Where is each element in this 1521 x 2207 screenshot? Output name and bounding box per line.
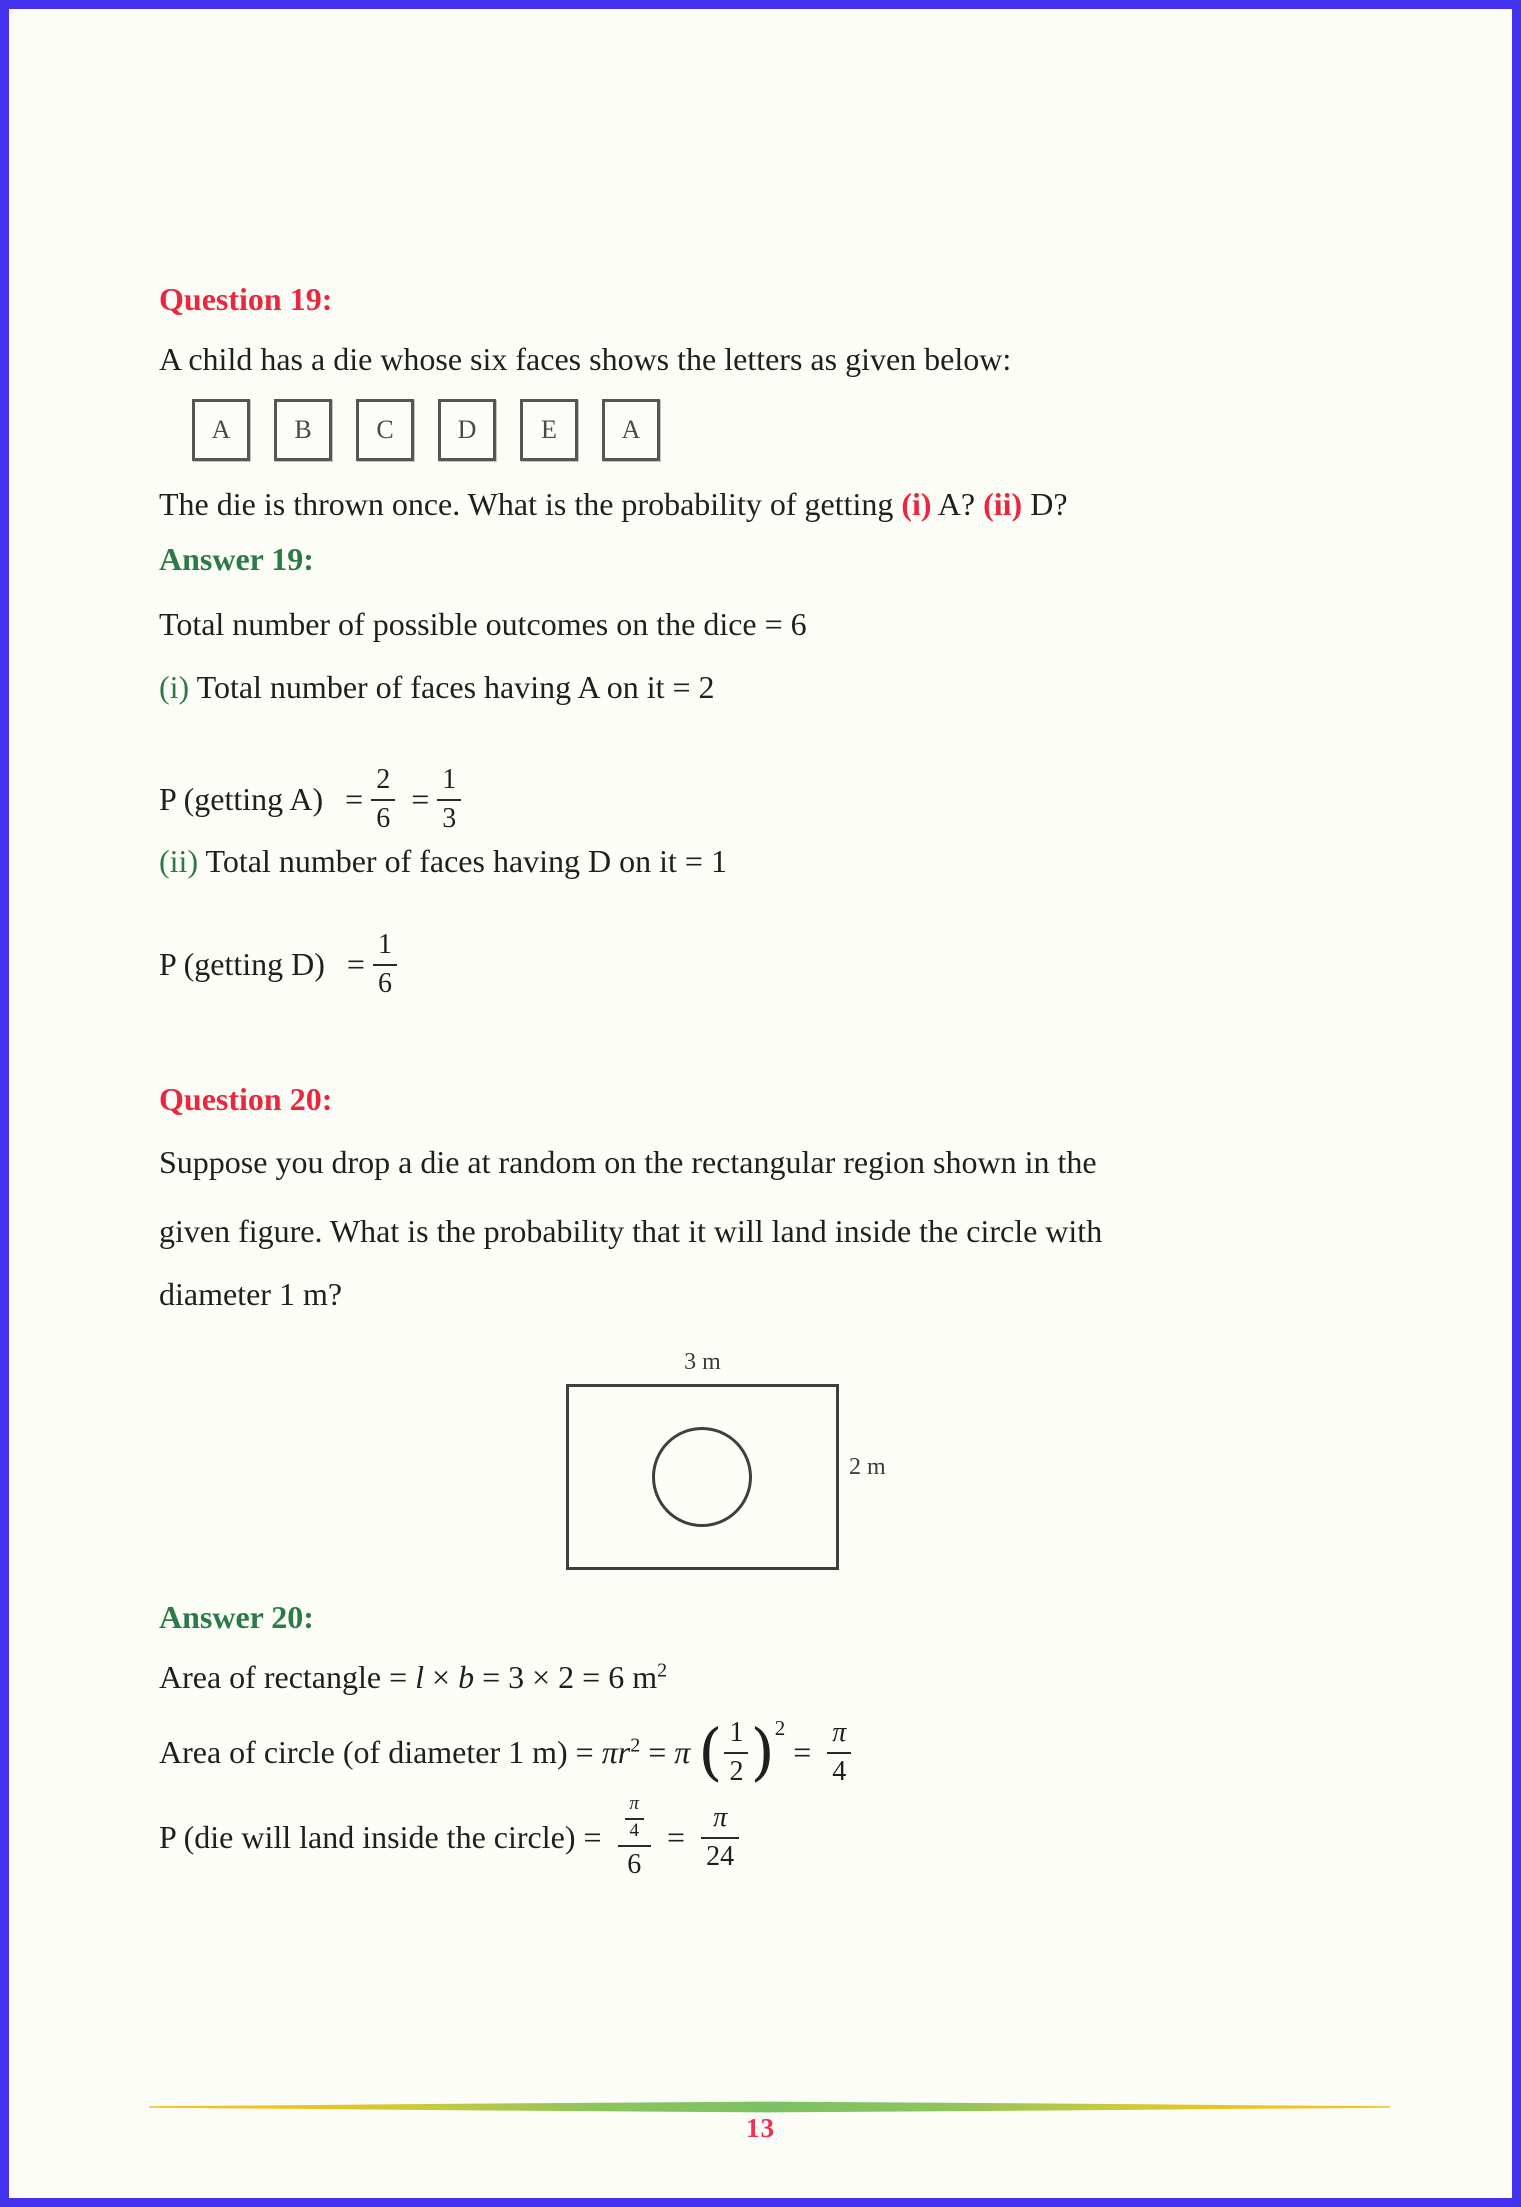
fraction-denominator: 4 bbox=[625, 1818, 645, 1842]
equals-sign: = bbox=[346, 946, 365, 982]
footer-divider bbox=[149, 2101, 1390, 2113]
area-circle-equation bbox=[159, 1710, 859, 1794]
p-getting-d-equation bbox=[159, 922, 405, 1006]
prompt-text: The die is thrown once. What is the probability of getting bbox=[159, 486, 902, 522]
fraction-denominator: 6 bbox=[618, 1845, 652, 1881]
pi-symbol: π bbox=[832, 1716, 847, 1748]
p-getting-a-equation bbox=[159, 757, 469, 841]
page-number: 13 bbox=[746, 2113, 775, 2143]
answer19-part-i bbox=[159, 665, 715, 709]
prompt-text: A? bbox=[931, 486, 984, 522]
figure-width-label: 3 m bbox=[684, 1349, 721, 1375]
part-i-text: Total number of faces having A on it = 2 bbox=[189, 669, 715, 705]
p-circle-equation bbox=[159, 1787, 747, 1887]
probability-figure bbox=[566, 1349, 926, 1579]
die-face-letter: E bbox=[541, 415, 557, 444]
fraction-numerator: 2 bbox=[376, 763, 391, 795]
pi-symbol: π bbox=[674, 1734, 699, 1770]
pi-r-term: πr bbox=[601, 1734, 631, 1770]
die-face-letter: A bbox=[621, 415, 641, 444]
variable-b: b bbox=[458, 1659, 475, 1695]
fraction-denominator: 3 bbox=[437, 799, 461, 835]
fraction-pi-4 bbox=[827, 1718, 851, 1788]
fraction-numerator bbox=[701, 1803, 739, 1837]
superscript-2: 2 bbox=[630, 1734, 641, 1757]
die-faces-row bbox=[192, 399, 660, 461]
part-ii-text: Total number of faces having D on it = 1 bbox=[198, 843, 727, 879]
die-face-box bbox=[356, 399, 414, 461]
fraction-denominator: 6 bbox=[371, 799, 395, 835]
fraction-2-6 bbox=[371, 765, 395, 835]
equation-text: Area of rectangle = bbox=[159, 1659, 416, 1695]
fraction-pi-4-small bbox=[625, 1794, 645, 1842]
question19-intro: A child has a die whose six faces shows the letters as given below: bbox=[159, 341, 1012, 377]
figure-height-label: 2 m bbox=[849, 1454, 886, 1480]
die-face-box bbox=[602, 399, 660, 461]
equals-sign: = bbox=[659, 1819, 694, 1855]
area-rectangle-equation bbox=[159, 1655, 667, 1699]
question19-prompt bbox=[159, 482, 1068, 526]
fraction-numerator: 1 bbox=[377, 928, 392, 960]
fraction-numerator: 1 bbox=[729, 1716, 744, 1748]
open-paren: ( bbox=[698, 1714, 723, 1788]
fraction-1-6 bbox=[373, 930, 397, 1000]
equals-sign: = bbox=[785, 1734, 820, 1770]
equals-sign: = bbox=[411, 781, 430, 817]
pi-symbol: π bbox=[629, 1793, 640, 1815]
marker-ii: (ii) bbox=[159, 843, 199, 879]
die-face-box bbox=[438, 399, 496, 461]
marker-i: (i) bbox=[901, 486, 932, 522]
fraction-numerator bbox=[827, 1718, 851, 1752]
die-face-letter: A bbox=[211, 415, 231, 444]
answer19-total-outcomes: Total number of possible outcomes on the dice = 6 bbox=[159, 606, 807, 642]
prompt-text: D? bbox=[1022, 486, 1068, 522]
fraction-denominator: 2 bbox=[724, 1752, 748, 1788]
die-face-letter: C bbox=[376, 415, 394, 444]
fraction-denominator: 6 bbox=[373, 964, 397, 1000]
figure-circle bbox=[652, 1427, 752, 1527]
die-face-letter: D bbox=[457, 415, 477, 444]
close-paren: ) bbox=[750, 1714, 775, 1788]
equation-label: P (getting D) bbox=[159, 946, 325, 982]
marker-i: (i) bbox=[159, 669, 190, 705]
fraction-pi-24 bbox=[701, 1803, 739, 1873]
marker-ii: (ii) bbox=[983, 486, 1023, 522]
equation-text: Area of circle (of diameter 1 m) = bbox=[159, 1734, 602, 1770]
superscript-2: 2 bbox=[774, 1715, 786, 1740]
fraction-1-3 bbox=[437, 765, 461, 835]
equals-sign: = bbox=[640, 1734, 675, 1770]
fraction-numerator: 1 bbox=[442, 763, 457, 795]
pi-symbol: π bbox=[713, 1801, 728, 1833]
fraction-numerator bbox=[625, 1794, 645, 1818]
die-face-box bbox=[192, 399, 250, 461]
fraction-denominator: 4 bbox=[827, 1752, 851, 1788]
equation-label: P (getting A) bbox=[159, 781, 324, 817]
answer19-heading: Answer 19: bbox=[159, 541, 314, 577]
fraction-denominator: 24 bbox=[701, 1837, 739, 1873]
fraction-1-2 bbox=[724, 1718, 748, 1788]
superscript-2: 2 bbox=[657, 1659, 668, 1682]
question19-heading: Question 19: bbox=[159, 281, 333, 317]
variable-l: l bbox=[415, 1659, 425, 1695]
die-face-letter: B bbox=[294, 415, 312, 444]
equation-label: P (die will land inside the circle) = bbox=[159, 1819, 610, 1855]
equals-sign: = bbox=[345, 781, 364, 817]
question20-heading: Question 20: bbox=[159, 1081, 333, 1117]
fraction-numerator bbox=[618, 1794, 652, 1845]
die-face-box bbox=[520, 399, 578, 461]
answer20-heading: Answer 20: bbox=[159, 1599, 314, 1635]
question20-line2: given figure. What is the probability that it will land inside the circle with bbox=[159, 1213, 1103, 1249]
die-face-box bbox=[274, 399, 332, 461]
nested-fraction bbox=[618, 1794, 652, 1881]
answer19-part-ii bbox=[159, 839, 727, 883]
question20-line1: Suppose you drop a die at random on the rectangular region shown in the bbox=[159, 1144, 1097, 1180]
question20-line3: diameter 1 m? bbox=[159, 1276, 343, 1312]
times-sign: × bbox=[424, 1659, 459, 1695]
equation-text: = 3 × 2 = 6 m bbox=[474, 1659, 658, 1695]
